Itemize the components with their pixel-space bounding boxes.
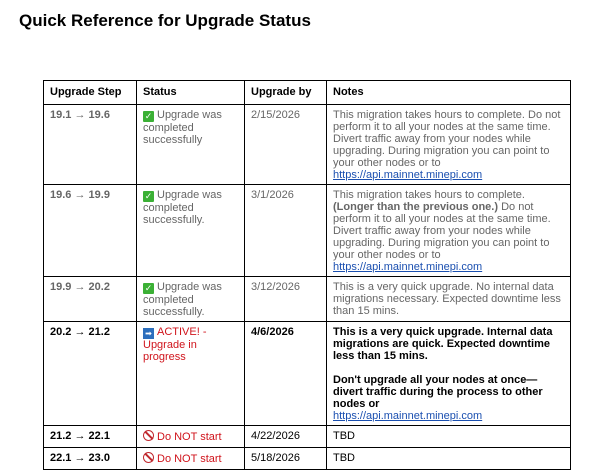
table-row [44,426,571,448]
notes-text: This is a very quick upgrade. Internal data migrations are quick. Expected downtime less than 15 mins. [333,326,553,362]
status-text: Do NOT start [157,453,222,465]
header-notes: Notes [327,81,571,105]
notes-cell: TBD [327,448,571,470]
status-cell [137,448,245,470]
date-cell: 2/15/2026 [245,105,327,185]
step-cell: 22.1 → 23.0 [44,448,137,470]
date-cell: 5/18/2026 [245,448,327,470]
notes-cell: TBD [327,426,571,448]
status-text: Do NOT start [157,431,222,443]
arrow-right-icon: ➡ [143,328,154,339]
status-cell [137,426,245,448]
step-cell: 19.9 → 20.2 [44,277,137,322]
notes-text: This migration takes hours to complete. Do not perform it to all your nodes at the same time. Divert traffic away from your nodes while upgrading. During migration you can point to your other nodes or to [333,109,561,169]
notes-emphasis: (Longer than the previous one.) [333,201,499,213]
notes-text: This migration takes hours to complete. [333,189,525,201]
check-icon: ✓ [144,111,153,121]
status-text: Upgrade was completed successfully [143,109,222,146]
status-text: ACTIVE! - Upgrade in progress [143,326,207,363]
status-cell [137,277,245,322]
table-row [44,322,571,426]
table-row [44,105,571,185]
status-cell [137,105,245,185]
status-cell [137,322,245,426]
header-upgrade-step: Upgrade Step [44,81,137,105]
no-entry-icon [143,452,154,463]
date-cell: 3/12/2026 [245,277,327,322]
table-row [44,277,571,322]
table-row [44,185,571,277]
step-cell: 20.2 → 21.2 [44,322,137,426]
check-icon: ✓ [144,191,153,201]
status-cell [137,185,245,277]
notes-text: Do not perform it to all your nodes at the same time. Divert traffic away from your nodes while upgrading. During migration you can point to your other nodes or to [333,201,551,261]
api-link[interactable]: https://api.mainnet.minepi.com [333,169,483,181]
upgrade-status-table [43,80,571,470]
api-link[interactable]: https://api.mainnet.minepi.com [333,410,483,422]
table-row [44,448,571,470]
notes-text: Don't upgrade all your nodes at once—divert traffic during the process to other nodes or [333,374,543,410]
notes-cell [327,322,571,426]
status-text: Upgrade was completed successfully. [143,189,222,226]
no-entry-icon [143,430,154,441]
notes-cell [327,185,571,277]
header-status: Status [137,81,245,105]
table-header-row [44,81,571,105]
step-cell: 21.2 → 22.1 [44,426,137,448]
step-cell: 19.1 → 19.6 [44,105,137,185]
date-cell: 4/6/2026 [245,322,327,426]
date-cell: 3/1/2026 [245,185,327,277]
status-text: Upgrade was completed successfully. [143,281,222,318]
date-cell: 4/22/2026 [245,426,327,448]
header-upgrade-by: Upgrade by [245,81,327,105]
notes-cell: This is a very quick upgrade. No internal data migrations necessary. Expected downtime less than 15 mins. [327,277,571,322]
check-icon: ✓ [144,283,153,293]
notes-cell [327,105,571,185]
api-link[interactable]: https://api.mainnet.minepi.com [333,261,483,273]
step-cell: 19.6 → 19.9 [44,185,137,277]
page-title: Quick Reference for Upgrade Status [19,11,311,30]
